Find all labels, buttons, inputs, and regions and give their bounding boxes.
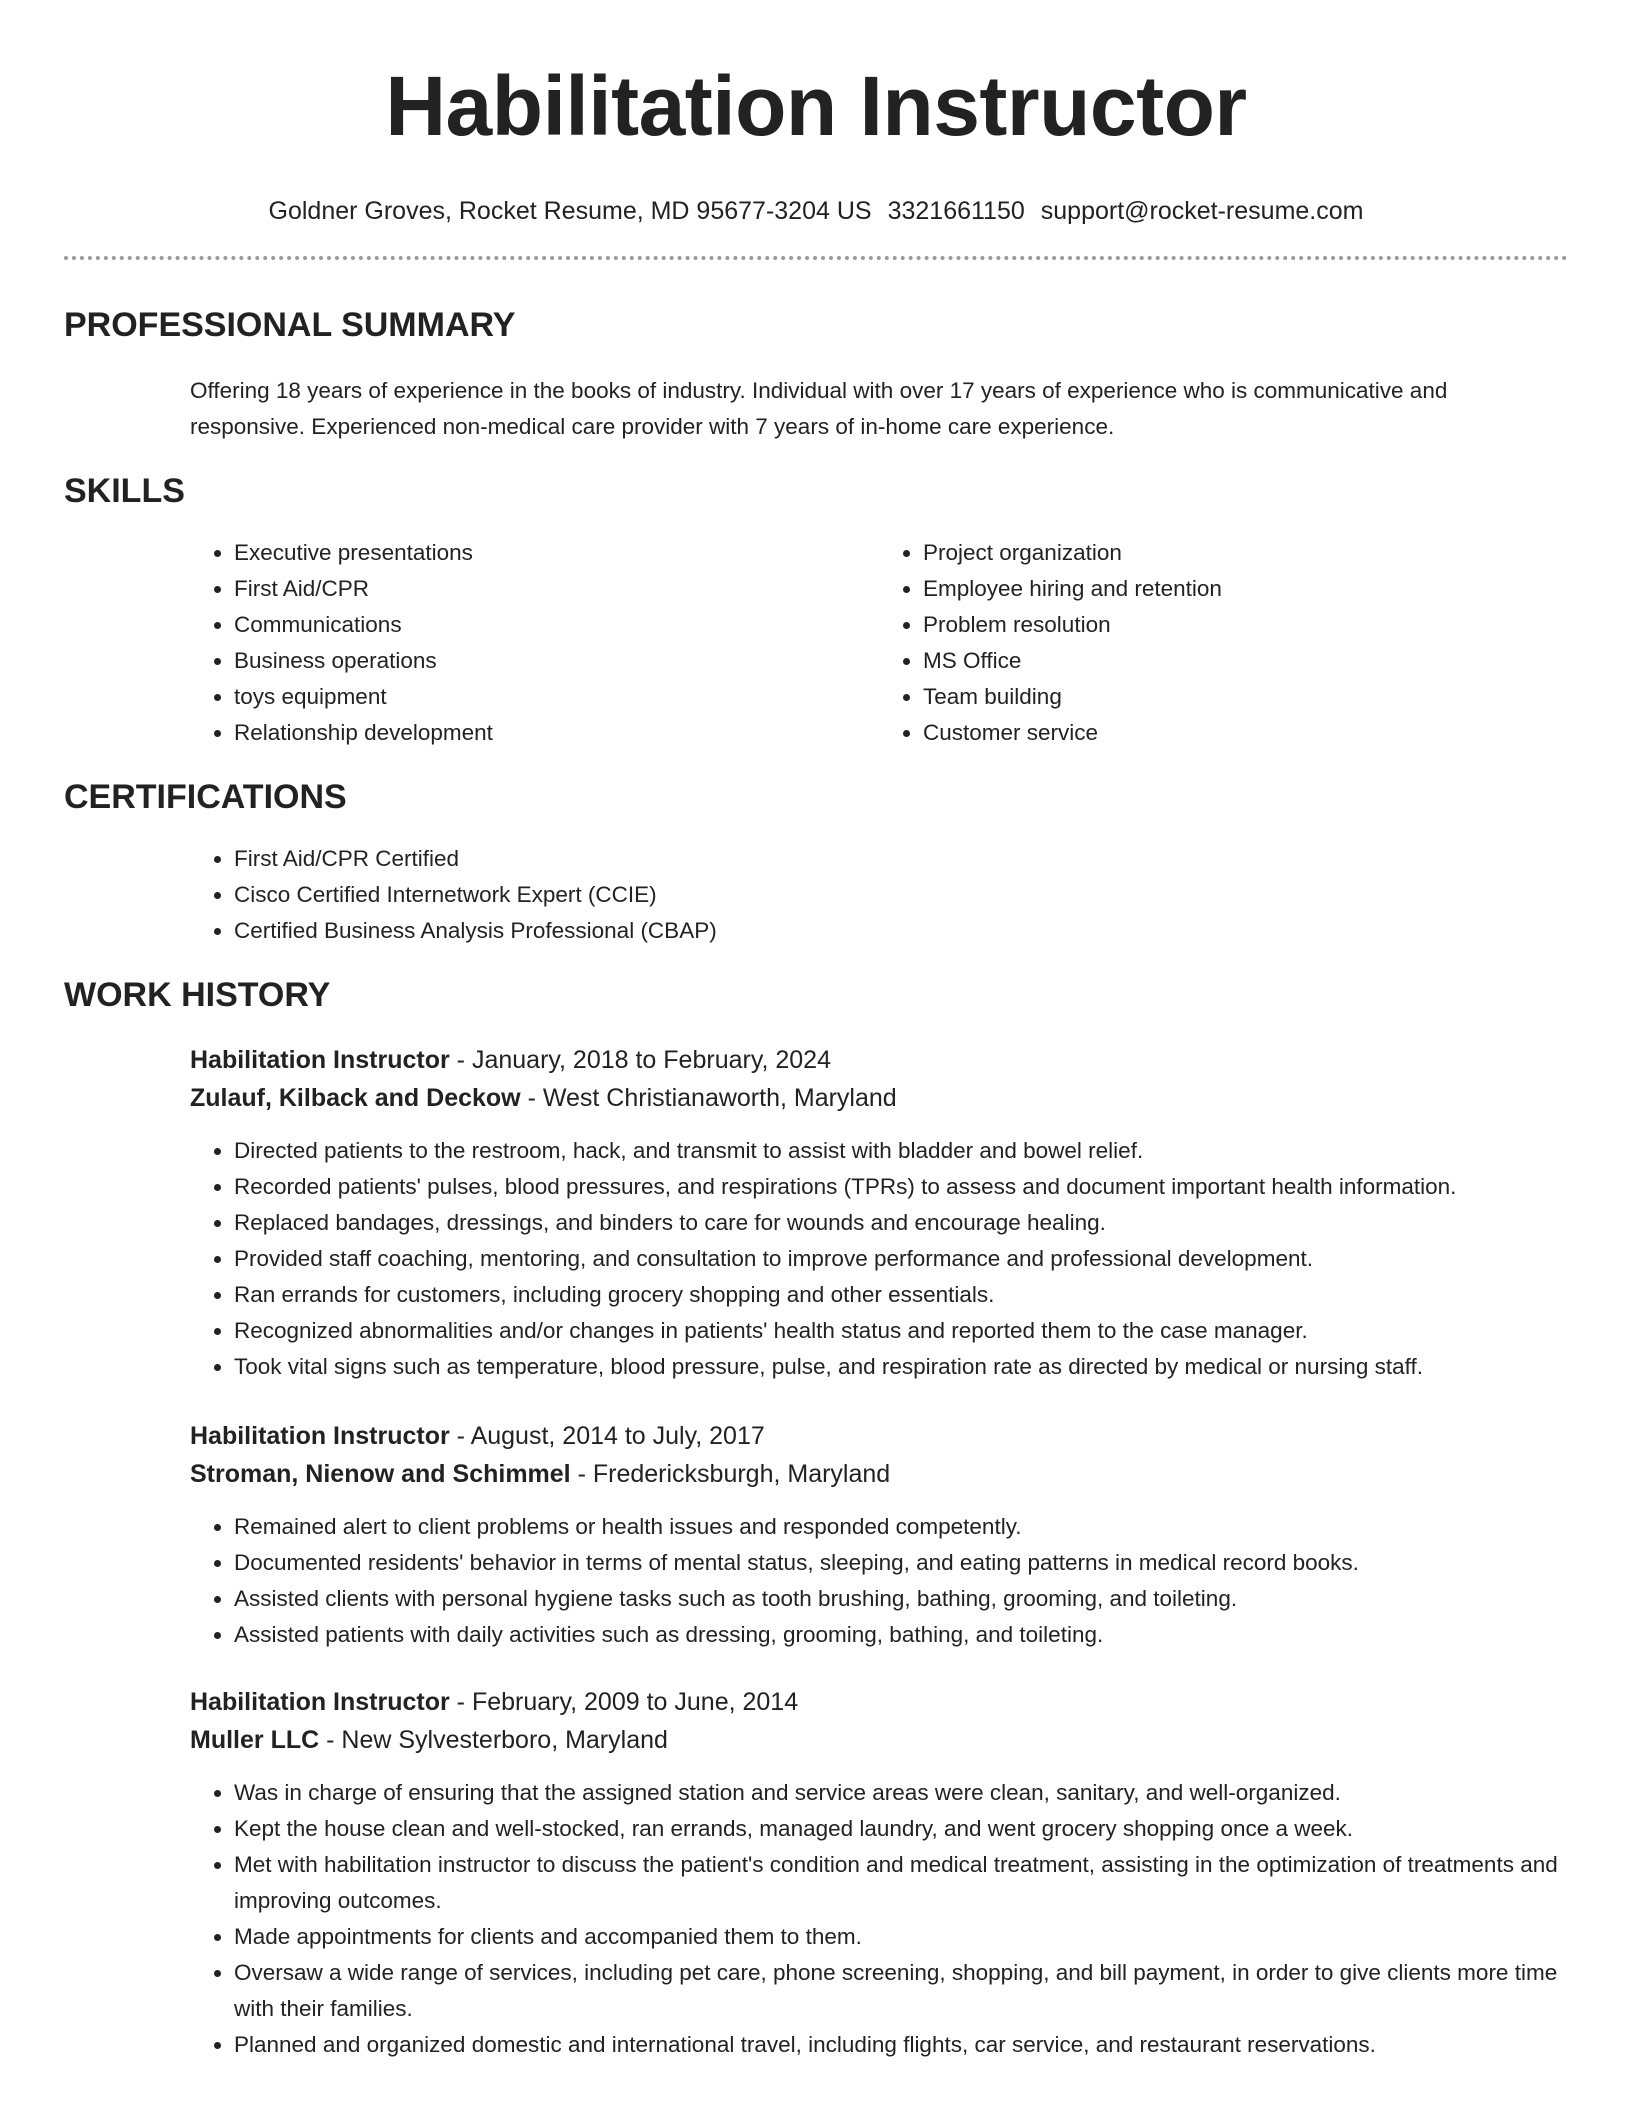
job-duties	[190, 1133, 1568, 1385]
address: Goldner Groves, Rocket Resume, MD 95677-3204 US	[268, 197, 872, 225]
summary-text: Offering 18 years of experience in the books of industry. Individual with over 17 years of experience who is communicative and responsive. Experienced non-medical care provider with 7 years of in-home care experience.	[190, 378, 1448, 439]
skill-item: • Team building	[923, 679, 1568, 715]
certifications-heading: CERTIFICATIONS	[64, 778, 347, 816]
duty-item: • Replaced bandages, dressings, and binders to care for wounds and encourage healing.	[234, 1205, 1568, 1241]
job-title: Habilitation Instructor	[190, 1046, 450, 1074]
duty-item: • Directed patients to the restroom, hack, and transmit to assist with bladder and bowel relief.	[234, 1133, 1568, 1169]
skill-item: • First Aid/CPR	[234, 571, 879, 607]
duty-item: • Met with habilitation instructor to discuss the patient's condition and medical treatment, assisting in the optimization of treatments and improving outcomes.	[234, 1847, 1568, 1919]
skills-column-right	[879, 535, 1568, 751]
company-location: - West Christianaworth, Maryland	[520, 1084, 897, 1112]
job-dates: - February, 2009 to June, 2014	[449, 1688, 799, 1716]
dotted-divider	[64, 256, 1568, 260]
duty-item: • Assisted clients with personal hygiene tasks such as tooth brushing, bathing, grooming, and toileting.	[234, 1581, 1568, 1617]
duty-item: • Recorded patients' pulses, blood pressures, and respirations (TPRs) to assess and document important health information.	[234, 1169, 1568, 1205]
job-title: Habilitation Instructor	[190, 1422, 450, 1450]
certification-item: • Cisco Certified Internetwork Expert (CCIE)	[234, 877, 1568, 913]
job-entry	[190, 1417, 1568, 1653]
work-history-heading: WORK HISTORY	[64, 976, 331, 1014]
job-company-line	[190, 1455, 1568, 1493]
job-title-line	[190, 1041, 1568, 1079]
skill-item: • Business operations	[234, 643, 879, 679]
skill-item: • Project organization	[923, 535, 1568, 571]
summary-heading: PROFESSIONAL SUMMARY	[64, 306, 516, 344]
job-entry	[190, 1683, 1568, 2063]
job-entry	[190, 1041, 1568, 1385]
duty-item: • Recognized abnormalities and/or changes in patients' health status and reported them to the case manager.	[234, 1313, 1568, 1349]
duty-item: • Made appointments for clients and accompanied them to them.	[234, 1919, 1568, 1955]
certification-item: • Certified Business Analysis Professional (CBAP)	[234, 913, 1568, 949]
resume-page	[64, 0, 1568, 2063]
duty-item: • Kept the house clean and well-stocked, ran errands, managed laundry, and went grocery shopping once a week.	[234, 1811, 1568, 1847]
skills-list	[190, 535, 1568, 751]
skill-item: • toys equipment	[234, 679, 879, 715]
job-dates: - January, 2018 to February, 2024	[449, 1046, 831, 1074]
company-location: - New Sylvesterboro, Maryland	[319, 1726, 668, 1754]
job-dates: - August, 2014 to July, 2017	[449, 1422, 765, 1450]
skills-heading: SKILLS	[64, 472, 185, 510]
job-company-line	[190, 1079, 1568, 1117]
duty-item: • Oversaw a wide range of services, including pet care, phone screening, shopping, and bill payment, in order to give clients more time with their families.	[234, 1955, 1568, 2027]
duty-item: • Ran errands for customers, including grocery shopping and other essentials.	[234, 1277, 1568, 1313]
certification-item: • First Aid/CPR Certified	[234, 841, 1568, 877]
job-title: Habilitation Instructor	[190, 1688, 450, 1716]
candidate-name: Habilitation Instructor	[385, 59, 1247, 153]
skills-column-left	[190, 535, 879, 751]
skill-item: • Customer service	[923, 715, 1568, 751]
duty-item: • Planned and organized domestic and international travel, including flights, car service, and restaurant reservations.	[234, 2027, 1568, 2063]
skill-item: • Executive presentations	[234, 535, 879, 571]
duty-item: • Assisted patients with daily activities such as dressing, grooming, bathing, and toileting.	[234, 1617, 1568, 1653]
phone: 3321661150	[887, 197, 1025, 225]
duty-item: • Documented residents' behavior in terms of mental status, sleeping, and eating patterns in medical record books.	[234, 1545, 1568, 1581]
job-duties	[190, 1775, 1568, 2063]
job-duties	[190, 1509, 1568, 1653]
job-title-line	[190, 1417, 1568, 1455]
job-company-line	[190, 1721, 1568, 1759]
contact-line	[64, 194, 1568, 228]
duty-item: • Was in charge of ensuring that the assigned station and service areas were clean, sanitary, and well-organized.	[234, 1775, 1568, 1811]
company-location: - Fredericksburgh, Maryland	[570, 1460, 891, 1488]
skill-item: • Employee hiring and retention	[923, 571, 1568, 607]
company-name: Muller LLC	[190, 1726, 320, 1754]
skill-item: • Communications	[234, 607, 879, 643]
skill-item: • Problem resolution	[923, 607, 1568, 643]
duty-item: • Remained alert to client problems or health issues and responded competently.	[234, 1509, 1568, 1545]
email: support@rocket-resume.com	[1040, 197, 1364, 225]
company-name: Stroman, Nienow and Schimmel	[190, 1460, 571, 1488]
certifications-list	[190, 841, 1568, 949]
company-name: Zulauf, Kilback and Deckow	[190, 1084, 521, 1112]
duty-item: • Provided staff coaching, mentoring, and consultation to improve performance and professional development.	[234, 1241, 1568, 1277]
skill-item: • Relationship development	[234, 715, 879, 751]
skill-item: • MS Office	[923, 643, 1568, 679]
job-title-line	[190, 1683, 1568, 1721]
duty-item: • Took vital signs such as temperature, blood pressure, pulse, and respiration rate as directed by medical or nursing staff.	[234, 1349, 1568, 1385]
